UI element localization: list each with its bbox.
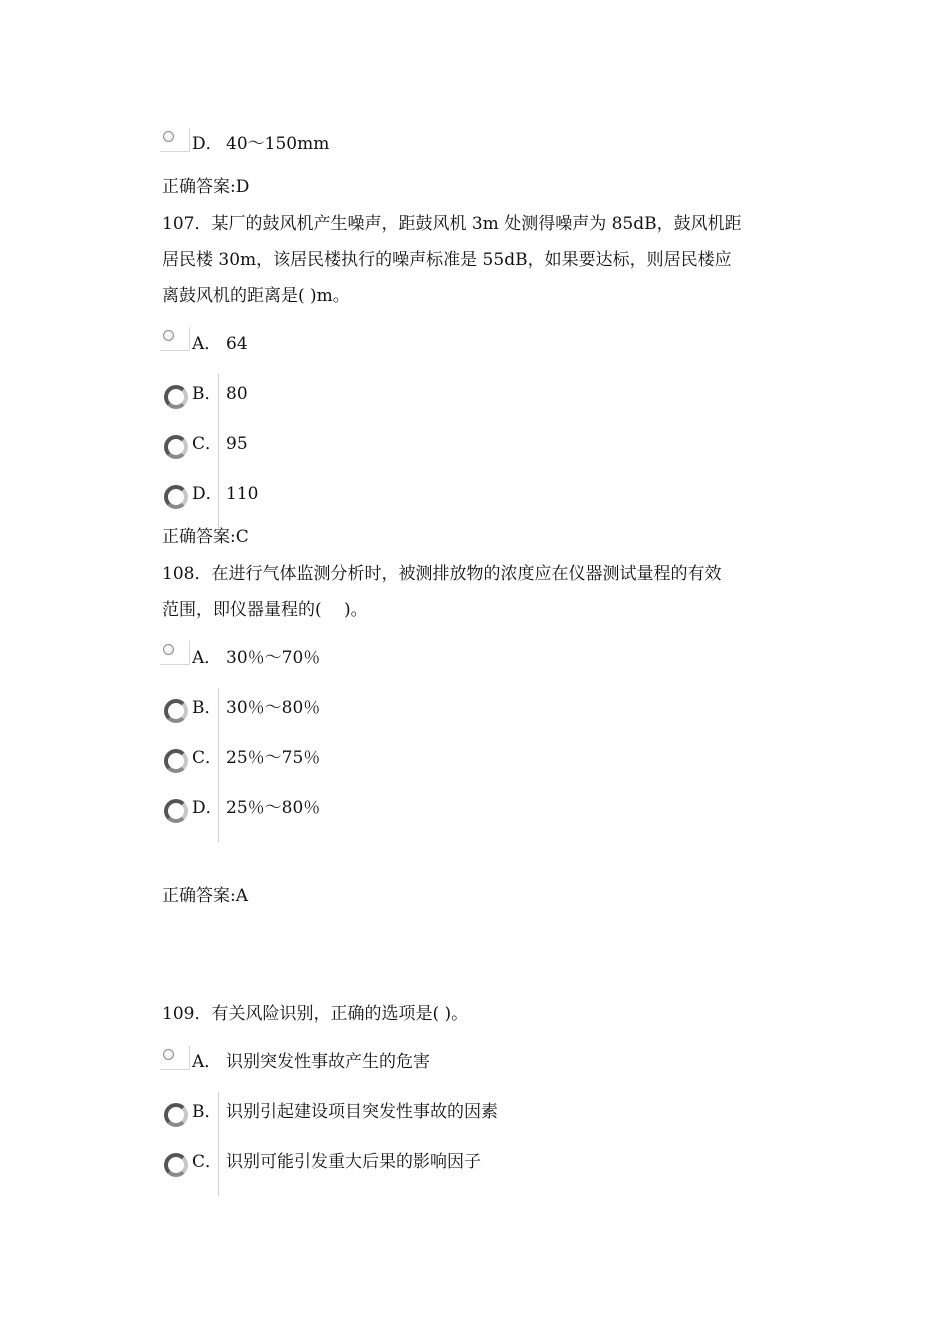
question-text-line: 范围，即仪器量程的( )。: [162, 600, 368, 620]
option-letter: A．: [192, 334, 222, 354]
option-letter: B．: [192, 384, 222, 404]
radio-button[interactable]: [160, 128, 190, 152]
option-letter: C．: [192, 748, 223, 768]
option-letter: D．: [192, 798, 223, 818]
radio-button[interactable]: [160, 327, 190, 351]
option-letter: B．: [192, 698, 222, 718]
radio-circle-icon: [163, 1049, 174, 1060]
option-text: 95: [226, 434, 248, 454]
radio-button[interactable]: [160, 1046, 190, 1070]
option-letter: D．: [192, 484, 223, 504]
question-text-line: 108．在进行气体监测分析时，被测排放物的浓度应在仪器测试量程的有效: [162, 564, 722, 584]
radio-circle-icon: [164, 485, 188, 509]
radio-circle-icon: [164, 385, 188, 409]
radio-circle-icon: [163, 131, 174, 142]
option-letter: A．: [192, 648, 222, 668]
option-letter: C．: [192, 1152, 223, 1172]
question-text-line: 离鼓风机的距离是( )m。: [162, 286, 350, 306]
radio-circle-icon: [164, 1103, 188, 1127]
option-letter: B．: [192, 1102, 222, 1122]
radio-circle-icon: [163, 330, 174, 341]
question-text-line: 109．有关风险识别，正确的选项是( )。: [162, 1004, 469, 1024]
answer-text: 正确答案:D: [162, 177, 250, 197]
option-text: 识别突发性事故产生的危害: [226, 1052, 430, 1072]
radio-circle-icon: [164, 749, 188, 773]
option-text: 30％～70％: [226, 648, 321, 668]
option-text: 110: [226, 484, 259, 504]
radio-circle-icon: [164, 699, 188, 723]
question-text-line: 居民楼 30m，该居民楼执行的噪声标准是 55dB，如果要达标，则居民楼应: [162, 250, 732, 270]
question-text-line: 107．某厂的鼓风机产生噪声，距鼓风机 3m 处测得噪声为 85dB，鼓风机距: [162, 214, 742, 234]
option-letter: D．: [192, 134, 223, 154]
option-text: 识别可能引发重大后果的影响因子: [226, 1152, 481, 1172]
option-text: 64: [226, 334, 248, 354]
option-text: 40～150mm: [226, 134, 330, 154]
option-letter: A．: [192, 1052, 222, 1072]
radio-circle-icon: [163, 644, 174, 655]
radio-circle-icon: [164, 435, 188, 459]
radio-circle-icon: [164, 1153, 188, 1177]
option-text: 识别引起建设项目突发性事故的因素: [226, 1102, 498, 1122]
answer-text: 正确答案:A: [162, 886, 249, 906]
radio-button[interactable]: [160, 641, 190, 665]
answer-text: 正确答案:C: [162, 527, 249, 547]
option-letter: C．: [192, 434, 223, 454]
option-text: 25％～80％: [226, 798, 321, 818]
option-text: 25％～75％: [226, 748, 321, 768]
option-text: 30％～80％: [226, 698, 321, 718]
radio-circle-icon: [164, 799, 188, 823]
option-text: 80: [226, 384, 248, 404]
